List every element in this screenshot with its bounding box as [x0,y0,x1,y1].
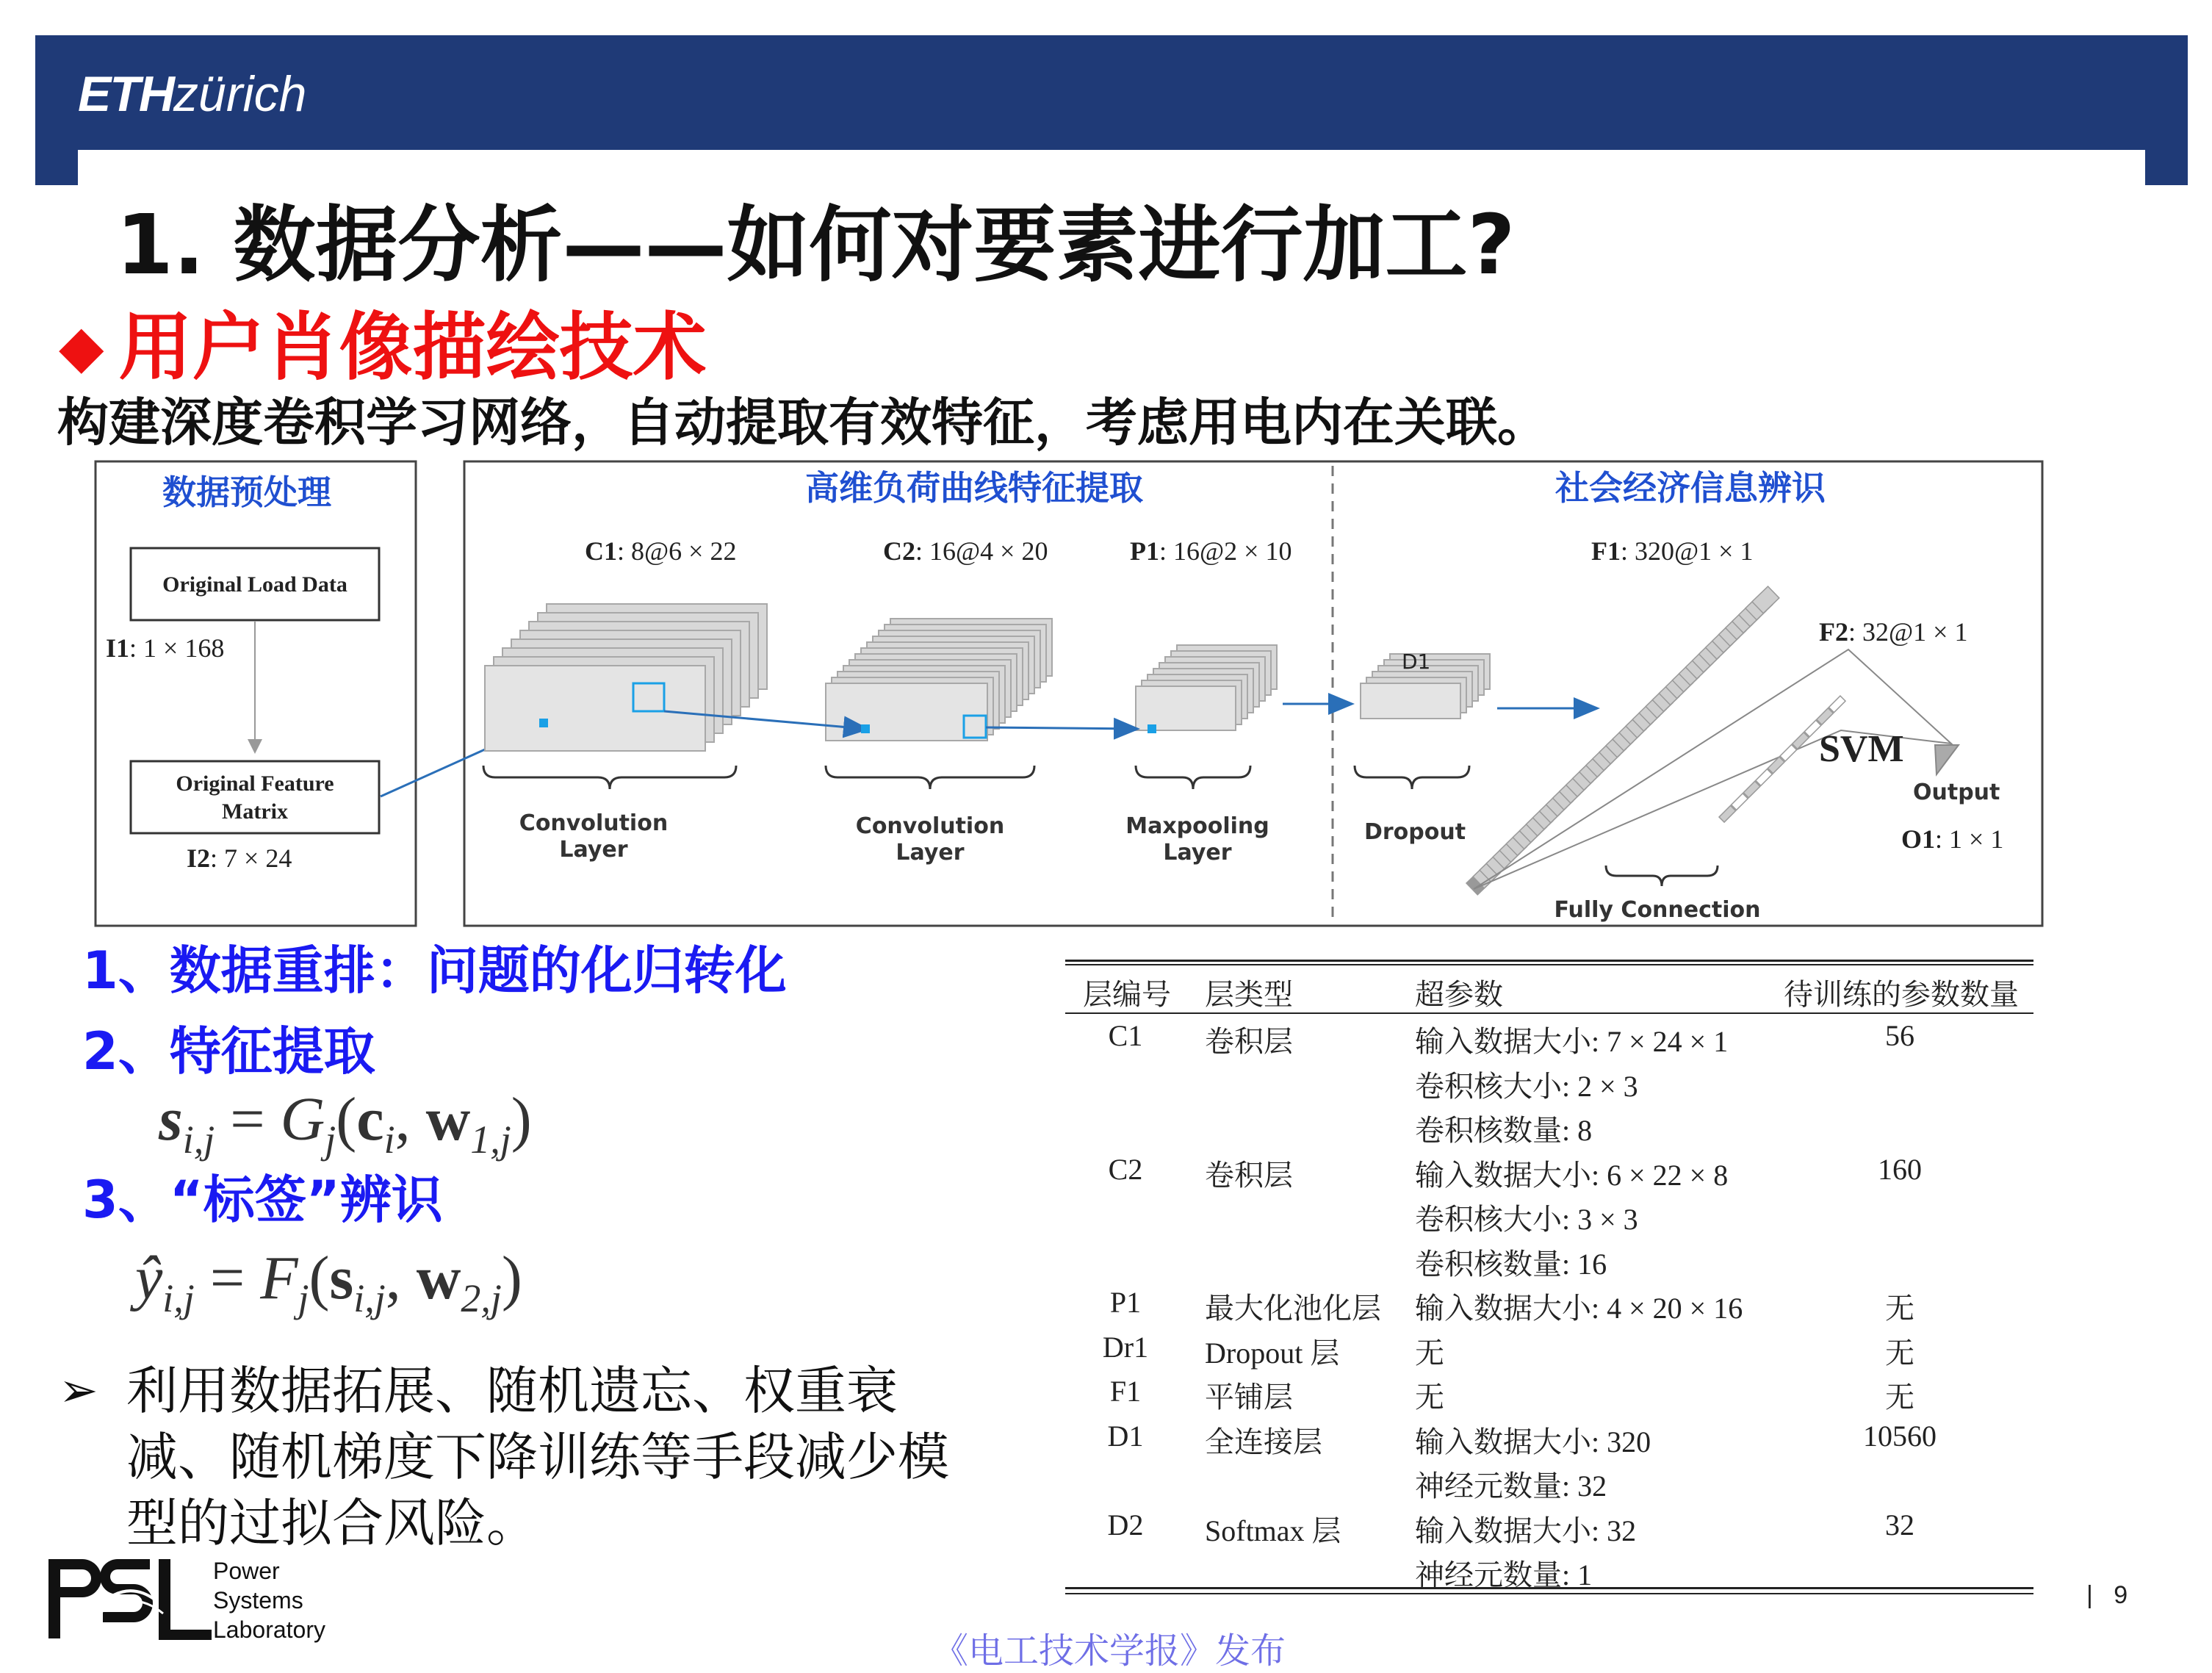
logo-zurich: zürich [173,66,307,122]
brace-conv2 [826,766,1034,789]
pool-input-marker [1148,724,1156,733]
f2-neuron [1768,757,1784,774]
original-feature-matrix-line2: Matrix [222,799,288,824]
f2-dimension: F2: 32@1 × 1 [1819,617,1968,647]
f2-neuron [1793,733,1809,749]
table-cell-layer-type: 全连接层 [1205,1425,1322,1458]
page-number [2086,1581,2128,1610]
header-bar [35,35,2188,150]
conv-layer-1-stack [485,604,767,751]
overfitting-bullet-text: 利用数据拓展、随机遗忘、权重衰减、随机梯度下降训练等手段减少模型的过拟合风险。 [126,1361,949,1553]
maxpool-label-line1: Maxpooling [1125,813,1269,839]
conv-layer-2-stack [826,619,1052,741]
feature-map [1136,686,1236,730]
c1-dimension: C1: 8@6 × 22 [585,536,737,566]
output-label: Output [1913,780,2000,805]
feature-title: 高维负荷曲线特征提取 [805,468,1143,508]
table-cell-hyperparameter: 卷积核数量: 16 [1415,1247,1607,1281]
step-1-data-rearrangement: 1、数据重排：问题的化归转化 [82,940,787,1001]
table-cell-param-count: 10560 [1863,1419,1937,1453]
page-number-value: 9 [2114,1581,2128,1609]
table-cell-layer-type: Dropout 层 [1205,1336,1340,1370]
table-cell-hyperparameter: 神经元数量: 32 [1415,1469,1607,1503]
table-cell-hyperparameter: 无 [1415,1336,1444,1370]
dropout-label: Dropout [1363,819,1466,845]
psl-name [213,1556,325,1644]
feature-extraction-formula: $s_{i,j} = G_j(c_i$, $w_{1,j}$) [159,1085,532,1162]
feature-map [485,666,705,751]
table-cell-hyperparameter: 输入数据大小: 4 × 20 × 16 [1415,1292,1743,1325]
table-cell-param-count: 56 [1885,1019,1914,1052]
table-cell-param-count: 无 [1885,1292,1914,1325]
table-cell-hyperparameter: 输入数据大小: 320 [1415,1425,1651,1458]
brace-conv1 [483,766,736,789]
label-identification-formula: $ŷ_{i,j} = F_j(s_{i,j}$, $w_{2,j}$) [135,1244,522,1320]
table-header-cell: 层类型 [1205,978,1293,1011]
page-separator: | [2086,1581,2093,1609]
table-cell-layer-id: D2 [1107,1508,1144,1541]
fully-connection-label: Fully Connection [1554,897,1761,923]
f2-neuron [1829,696,1845,713]
header-tab-left [35,150,78,185]
table-cell-param-count: 32 [1885,1508,1914,1541]
table-header-cell: 待训练的参数数量 [1784,978,2019,1011]
logo-eth: ETH [78,66,173,122]
table-header-cell: 层编号 [1083,978,1171,1011]
table-cell-hyperparameter: 神经元数量: 1 [1415,1558,1593,1591]
maxpool-label-line2: Layer [1163,840,1232,866]
o1-dimension: O1: 1 × 1 [1901,824,2004,854]
f2-neuron [1743,781,1760,798]
d1-label: D1 [1402,650,1431,674]
table-cell-layer-id: F1 [1109,1375,1142,1408]
conv-layer-2-label-line1: Convolution [855,813,1005,839]
footer-caption: 《电工技术学报》发布 [933,1630,1286,1672]
slide-title: 1. 数据分析——如何对要素进行加工? [116,198,1516,293]
cnn-architecture-diagram [93,458,2047,929]
f1-dimension: F1: 320@1 × 1 [1591,536,1754,566]
table-cell-layer-id: P1 [1109,1286,1142,1319]
f2-neuron [1780,744,1797,761]
svm-label: SVM [1819,728,1904,770]
conv-layer-2-label-line2: Layer [896,840,965,866]
table-cell-hyperparameter: 卷积核数量: 8 [1415,1114,1593,1147]
table-cell-layer-type: 最大化池化层 [1205,1292,1381,1325]
social-title: 社会经济信息辨识 [1555,468,1826,508]
brace-fully-connection [1606,866,1718,886]
eth-zurich-logo [78,65,306,123]
table-cell-layer-id: Dr1 [1102,1330,1149,1364]
overfitting-bullet [59,1358,984,1556]
conv1-input-marker [539,719,548,727]
table-header-cell: 超参数 [1415,978,1503,1011]
diamond-icon: ◆ [59,312,104,381]
table-cell-hyperparameter: 无 [1415,1381,1444,1414]
original-feature-matrix-line1: Original Feature [176,771,334,796]
table-top-rule [1065,960,2033,962]
table-top-rule-inner [1065,964,2033,965]
psl-line-laboratory: Laboratory [213,1616,325,1643]
table-cell-layer-type: 平铺层 [1205,1381,1293,1414]
p1-dimension: P1: 16@2 × 10 [1130,536,1292,566]
conv2-to-pool-arrow [986,727,1136,729]
c2-dimension: C2: 16@4 × 20 [883,536,1048,566]
psl-line-systems: Systems [213,1587,303,1613]
feature-map [1361,683,1460,719]
conv2-input-marker [861,724,870,733]
step-2-feature-extraction: 2、特征提取 [82,1021,375,1082]
conv-layer-1-label-line2: Layer [559,837,628,863]
table-cell-param-count: 无 [1885,1336,1914,1370]
maxpool-layer-stack [1136,645,1277,730]
table-cell-layer-type: 卷积层 [1205,1025,1293,1058]
table-cell-param-count: 无 [1885,1381,1914,1414]
section-heading-text: 用户肖像描绘技术 [118,304,707,390]
f2-neuron [1719,805,1736,822]
f2-neuron [1732,794,1748,810]
output-node [1935,745,1959,774]
arrow-bullet-icon: ➢ [59,1364,98,1418]
step-3-label-identification: 3、“标签”辨识 [82,1170,443,1230]
table-cell-layer-type: Softmax 层 [1205,1514,1341,1547]
fully-connected-layer [1466,586,1779,895]
psl-logo-icon [46,1556,215,1641]
brace-pool [1136,766,1250,789]
table-cell-layer-id: D1 [1107,1419,1144,1453]
intro-text: 构建深度卷积学习网络，自动提取有效特征，考虑用电内在关联。 [57,392,1549,453]
table-cell-hyperparameter: 输入数据大小: 32 [1415,1514,1637,1547]
conv-layer-1-label-line1: Convolution [519,810,669,836]
table-cell-layer-id: C2 [1108,1152,1143,1186]
f2-neuron [1817,708,1834,725]
table-cell-hyperparameter: 输入数据大小: 6 × 22 × 8 [1415,1158,1729,1192]
table-cell-hyperparameter: 卷积核大小: 3 × 3 [1415,1203,1638,1236]
f2-neuron [1756,769,1773,786]
table-cell-layer-id: C1 [1108,1019,1143,1052]
preprocess-title: 数据预处理 [162,472,331,512]
original-load-data-label: Original Load Data [162,572,347,597]
table-cell-hyperparameter: 卷积核大小: 2 × 3 [1415,1069,1638,1103]
i1-dimension: I1: 1 × 168 [106,633,225,663]
psl-line-power: Power [213,1558,280,1584]
table-cell-param-count: 160 [1878,1152,1922,1186]
brace-dropout [1355,766,1469,789]
section-heading [59,301,707,393]
header-tab-right [2145,150,2188,185]
table-cell-layer-type: 卷积层 [1205,1158,1293,1192]
i2-dimension: I2: 7 × 24 [187,843,292,873]
table-cell-hyperparameter: 输入数据大小: 7 × 24 × 1 [1415,1025,1729,1058]
